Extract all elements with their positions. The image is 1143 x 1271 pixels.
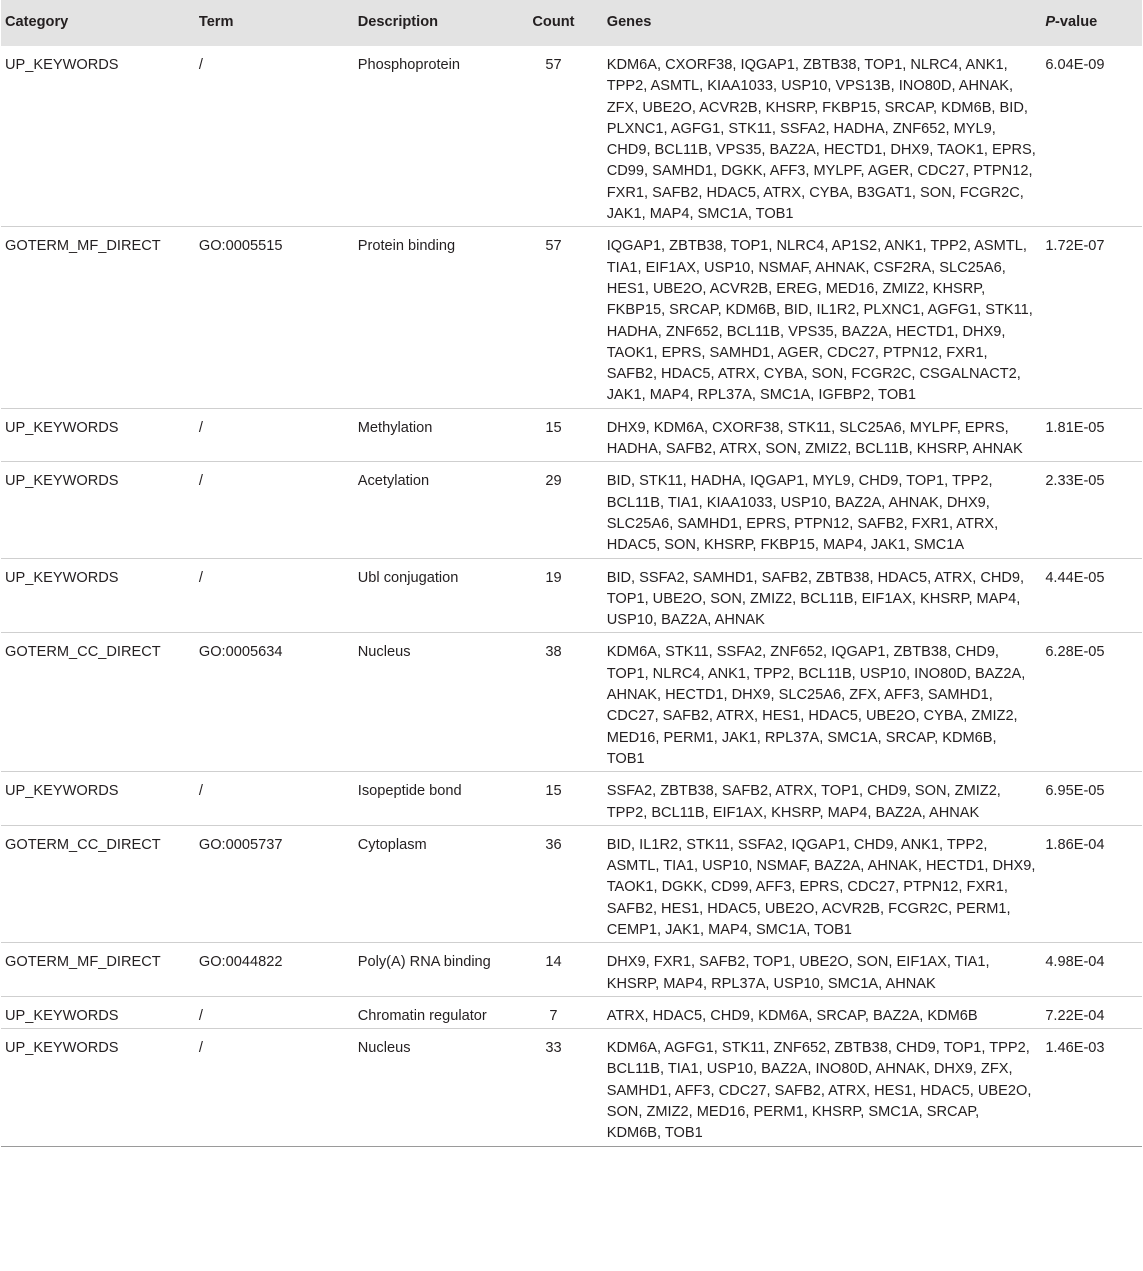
table-row xyxy=(1,943,1142,997)
table-row xyxy=(1,1029,1142,1146)
header-pvalue-rest: -value xyxy=(1055,14,1098,31)
cell-term: / xyxy=(198,473,203,490)
cell-term: / xyxy=(198,1040,203,1057)
cell-genes: DHX9, FXR1, SAFB2, TOP1, UBE2O, SON, EIF1AX, TIA1, KHSRP, MAP4, RPL37A, USP10, SMC1A, AHNAK xyxy=(606,954,990,992)
cell-pvalue: 4.98E-04 xyxy=(1045,954,1105,971)
table-row xyxy=(1,996,1142,1028)
cell-description: Cytoplasm xyxy=(357,836,427,853)
cell-genes: BID, SSFA2, SAMHD1, SAFB2, ZBTB38, HDAC5, ATRX, CHD9, TOP1, UBE2O, SON, ZMIZ2, BCL11B, EIF1AX, KHSRP, MAP4, USP10, BAZ2A, AHNAK xyxy=(606,569,1025,629)
cell-genes: IQGAP1, ZBTB38, TOP1, NLRC4, AP1S2, ANK1, TPP2, ASMTL, TIA1, EIF1AX, USP10, NSMAF, AHNAK, CSF2RA, SLC25A6, HES1, UBE2O, ACVR2B, EREG, MED16, ZMIZ2, KHSRP, FKBP15, SRCAP, KDM6B, BID, IL1R2, PLXNC1, AGFG1, STK11, HADHA, ZNF652, BCL11B, VPS35, BAZ2A, HECTD1, DHX9, TAOK1, EPRS, SAMHD1, AGER, CDC27, PTPN12, FXR1, SAFB2, HDAC5, ATRX, CYBA, SON, FCGR2C, CSGALNACT2, JAK1, MAP4, RPL37A, SMC1A, IGFBP2, TOB1 xyxy=(606,238,1033,404)
header-term: Term xyxy=(198,14,234,31)
cell-category: GOTERM_MF_DIRECT xyxy=(5,954,161,971)
cell-count: 7 xyxy=(549,1007,558,1024)
table-header xyxy=(1,0,1142,46)
cell-category: UP_KEYWORDS xyxy=(5,57,119,73)
cell-category: UP_KEYWORDS xyxy=(5,1007,119,1024)
cell-count: 38 xyxy=(545,644,562,661)
cell-term: GO:0005634 xyxy=(198,644,283,661)
cell-pvalue: 1.81E-05 xyxy=(1045,419,1105,436)
cell-genes: KDM6A, AGFG1, STK11, ZNF652, ZBTB38, CHD9, TOP1, TPP2, BCL11B, TIA1, USP10, BAZ2A, INO80D, AHNAK, DHX9, ZFX, SAMHD1, AFF3, CDC27, SAFB2, ATRX, HES1, HDAC5, UBE2O, SON, ZMIZ2, MED16, PERM1, KHSRP, SMC1A, SRCAP, KDM6B, TOB1 xyxy=(606,1040,1032,1142)
cell-description: Nucleus xyxy=(357,644,411,661)
cell-description: Phosphoprotein xyxy=(357,57,461,73)
cell-category: GOTERM_CC_DIRECT xyxy=(5,644,161,661)
header-pvalue-italic: P xyxy=(1045,14,1056,31)
cell-genes: BID, IL1R2, STK11, SSFA2, IQGAP1, CHD9, ANK1, TPP2, ASMTL, TIA1, USP10, NSMAF, BAZ2A, AHNAK, HECTD1, DHX9, TAOK1, DGKK, CD99, AFF3, EPRS, CDC27, PTPN12, FXR1, SAFB2, HES1, HDAC5, UBE2O, ACVR2B, FCGR2C, PERM1, CEMP1, JAK1, MAP4, SMC1A, TOB1 xyxy=(606,836,1036,938)
cell-term: / xyxy=(198,1007,203,1024)
cell-pvalue: 7.22E-04 xyxy=(1045,1007,1105,1024)
cell-count: 36 xyxy=(545,836,562,853)
header-pvalue xyxy=(1041,0,1142,46)
cell-description: Chromatin regulator xyxy=(357,1007,487,1024)
table-row xyxy=(1,772,1142,826)
cell-genes: SSFA2, ZBTB38, SAFB2, ATRX, TOP1, CHD9, SON, ZMIZ2, TPP2, BCL11B, EIF1AX, KHSRP, MAP4, BAZ2A, AHNAK xyxy=(606,783,1001,821)
cell-description: Protein binding xyxy=(357,238,456,255)
cell-genes: ATRX, HDAC5, CHD9, KDM6A, SRCAP, BAZ2A, KDM6B xyxy=(606,1007,978,1024)
cell-count: 15 xyxy=(545,783,562,800)
cell-count: 29 xyxy=(545,473,562,490)
cell-term: / xyxy=(198,569,203,586)
cell-category: UP_KEYWORDS xyxy=(5,419,119,436)
cell-pvalue: 1.86E-04 xyxy=(1045,836,1105,853)
cell-category: UP_KEYWORDS xyxy=(5,1040,119,1057)
header-count: Count xyxy=(532,14,575,31)
cell-term: / xyxy=(198,419,203,436)
cell-count: 15 xyxy=(545,419,562,436)
header-genes: Genes xyxy=(606,14,652,31)
table-row xyxy=(1,825,1142,942)
enrichment-table xyxy=(1,0,1142,1147)
cell-description: Methylation xyxy=(357,419,433,436)
cell-term: GO:0005737 xyxy=(198,836,283,853)
table-body xyxy=(1,46,1142,1146)
cell-count: 57 xyxy=(545,57,562,73)
cell-category: UP_KEYWORDS xyxy=(5,783,119,800)
table-row xyxy=(1,408,1142,462)
cell-category: GOTERM_CC_DIRECT xyxy=(5,836,161,853)
cell-description: Ubl conjugation xyxy=(357,569,459,586)
cell-genes: BID, STK11, HADHA, IQGAP1, MYL9, CHD9, TOP1, TPP2, BCL11B, TIA1, KIAA1033, USP10, BAZ2A, AHNAK, DHX9, SLC25A6, SAMHD1, EPRS, PTPN12, SAFB2, FXR1, ATRX, HDAC5, SON, KHSRP, FKBP15, MAP4, JAK1, SMC1A xyxy=(606,473,999,554)
cell-pvalue: 1.72E-07 xyxy=(1045,238,1105,255)
cell-pvalue: 6.04E-09 xyxy=(1045,57,1105,73)
cell-description: Nucleus xyxy=(357,1040,411,1057)
header-category: Category xyxy=(5,14,69,31)
header-description: Description xyxy=(357,14,439,31)
cell-category: UP_KEYWORDS xyxy=(5,473,119,490)
cell-genes: KDM6A, CXORF38, IQGAP1, ZBTB38, TOP1, NLRC4, ANK1, TPP2, ASMTL, KIAA1033, USP10, VPS13B, INO80D, AHNAK, ZFX, UBE2O, ACVR2B, KHSRP, FKBP15, SRCAP, KDM6B, BID, PLXNC1, AGFG1, STK11, SSFA2, HADHA, ZNF652, MYL9, CHD9, BCL11B, VPS35, BAZ2A, HECTD1, DHX9, TAOK1, EPRS, CD99, SAMHD1, DGKK, AFF3, MYLPF, AGER, CDC27, PTPN12, FXR1, SAFB2, HDAC5, ATRX, CYBA, B3GAT1, SON, FCGR2C, JAK1, MAP4, SMC1A, TOB1 xyxy=(606,57,1036,223)
cell-count: 14 xyxy=(545,954,562,971)
cell-term: / xyxy=(198,783,203,800)
cell-genes: KDM6A, STK11, SSFA2, ZNF652, IQGAP1, ZBTB38, CHD9, TOP1, NLRC4, ANK1, TPP2, BCL11B, USP10, INO80D, BAZ2A, AHNAK, HECTD1, DHX9, SLC25A6, ZFX, AFF3, SAMHD1, CDC27, SAFB2, ATRX, HES1, HDAC5, UBE2O, CYBA, ZMIZ2, MED16, PERM1, JAK1, RPL37A, SMC1A, SRCAP, KDM6B, TOB1 xyxy=(606,644,1026,767)
table-row xyxy=(1,558,1142,633)
cell-pvalue: 4.44E-05 xyxy=(1045,569,1105,586)
cell-category: GOTERM_MF_DIRECT xyxy=(5,238,161,255)
cell-count: 57 xyxy=(545,238,562,255)
table-row xyxy=(1,46,1142,227)
cell-genes: DHX9, KDM6A, CXORF38, STK11, SLC25A6, MYLPF, EPRS, HADHA, SAFB2, ATRX, SON, ZMIZ2, BCL11B, KHSRP, AHNAK xyxy=(606,419,1023,458)
cell-pvalue: 6.95E-05 xyxy=(1045,783,1105,800)
table-row xyxy=(1,227,1142,408)
table-row xyxy=(1,633,1142,772)
table-row xyxy=(1,462,1142,558)
cell-description: Acetylation xyxy=(357,473,430,490)
cell-description: Isopeptide bond xyxy=(357,783,462,800)
header-row xyxy=(1,0,1142,46)
cell-count: 19 xyxy=(545,569,562,586)
cell-pvalue: 1.46E-03 xyxy=(1045,1040,1105,1057)
cell-term: GO:0044822 xyxy=(198,954,283,971)
cell-term: GO:0005515 xyxy=(198,238,283,255)
cell-pvalue: 6.28E-05 xyxy=(1045,644,1105,661)
cell-category: UP_KEYWORDS xyxy=(5,569,119,586)
cell-count: 33 xyxy=(545,1040,562,1057)
cell-pvalue: 2.33E-05 xyxy=(1045,473,1105,490)
cell-description: Poly(A) RNA binding xyxy=(357,954,491,971)
cell-term: / xyxy=(198,57,203,73)
